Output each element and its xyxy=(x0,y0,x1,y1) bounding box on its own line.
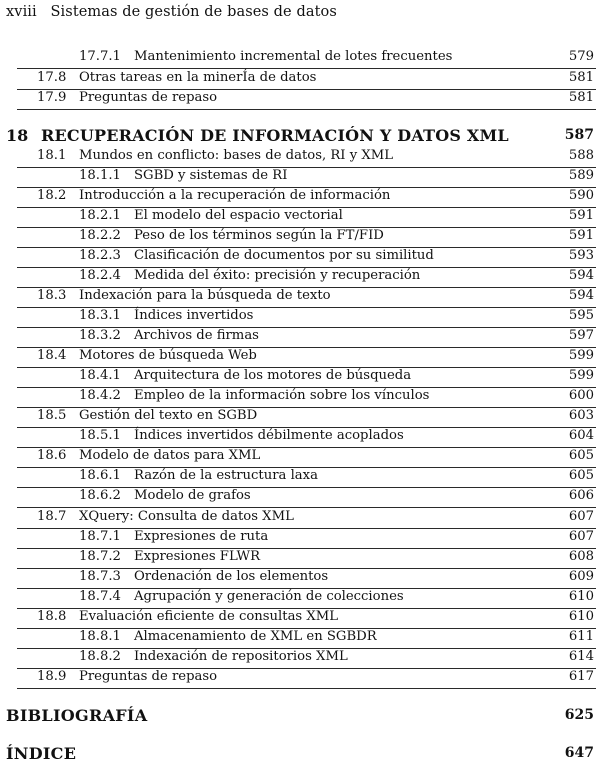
toc-entry-title: Preguntas de repaso xyxy=(79,90,218,105)
toc-entry xyxy=(0,509,600,529)
toc-entry-page: 581 xyxy=(568,90,594,105)
toc-entry-page: 605 xyxy=(568,468,594,483)
toc-entry-title: Agrupación y generación de colecciones xyxy=(134,589,404,604)
toc-entry-number: 18.9 xyxy=(37,669,67,684)
toc-entry xyxy=(0,328,600,348)
toc-entry-number: 18.8 xyxy=(37,609,67,624)
toc-entry-number: 18.4.2 xyxy=(79,388,121,403)
toc-entry-number: 18.4.1 xyxy=(79,368,121,383)
bibliography-heading: BIBLIOGRAFÍA xyxy=(6,706,148,725)
toc-entry-number: 18.7.3 xyxy=(79,569,121,584)
toc-entry-number: 18.5 xyxy=(37,408,67,423)
toc-entry xyxy=(0,288,600,308)
toc-entry-page: 599 xyxy=(568,368,594,383)
toc-entry-title: Preguntas de repaso xyxy=(79,669,218,684)
row-rule xyxy=(17,68,596,69)
row-rule xyxy=(17,688,596,689)
toc-entry-page: 606 xyxy=(568,488,594,503)
toc-entry-page: 617 xyxy=(568,669,594,684)
toc-entry-title: Gestión del texto en SGBD xyxy=(79,408,258,423)
toc-entry-page: 591 xyxy=(568,228,594,243)
row-rule xyxy=(17,507,596,508)
toc-entry xyxy=(0,428,600,448)
toc-entry xyxy=(0,228,600,248)
toc-entry-number: 18.1.1 xyxy=(79,168,121,183)
toc-entry-page: 607 xyxy=(568,529,594,544)
toc-entry-title: Arquitectura de los motores de búsqueda xyxy=(134,368,412,383)
toc-entry-title: Otras tareas en la minerÍa de datos xyxy=(79,70,317,85)
toc-entry-number: 18.4 xyxy=(37,348,67,363)
toc-entry-title: Expresiones de ruta xyxy=(134,529,269,544)
toc-entry-title: Mundos en conflicto: bases de datos, RI y XML xyxy=(79,148,394,163)
toc-entry-title: Expresiones FLWR xyxy=(134,549,261,564)
toc-entry-title: Medida del éxito: precisión y recuperación xyxy=(134,268,421,283)
toc-entry-page: 590 xyxy=(568,188,594,203)
toc-entry-page: 599 xyxy=(568,348,594,363)
toc-entry-title: XQuery: Consulta de datos XML xyxy=(79,509,294,524)
toc-entry xyxy=(0,388,600,408)
toc-entry-number: 18.3.2 xyxy=(79,328,121,343)
toc-entry xyxy=(0,448,600,468)
toc-entry xyxy=(0,468,600,488)
bibliography-page: 625 xyxy=(564,707,594,723)
toc-entry xyxy=(0,168,600,188)
toc-entry xyxy=(0,268,600,288)
toc-entry-title: Modelo de grafos xyxy=(134,488,251,503)
toc-entry-title: Evaluación eficiente de consultas XML xyxy=(79,609,339,624)
toc-entry-page: 614 xyxy=(568,649,594,664)
toc-entry-number: 18.6.1 xyxy=(79,468,121,483)
toc-entry xyxy=(0,90,600,110)
toc-entry-page: 597 xyxy=(568,328,594,343)
toc-entry xyxy=(0,629,600,649)
toc-entry xyxy=(0,569,600,589)
toc-entry-number: 18.7.1 xyxy=(79,529,121,544)
running-header xyxy=(6,4,337,20)
toc-entry xyxy=(0,609,600,629)
toc-entry-title: Introducción a la recuperación de información xyxy=(79,188,391,203)
toc-entry xyxy=(0,408,600,428)
toc-entry-page: 610 xyxy=(568,609,594,624)
toc-entry-page: 595 xyxy=(568,308,594,323)
toc-entry-title: Índices invertidos xyxy=(134,308,254,323)
toc-entry-page: 579 xyxy=(568,49,594,64)
toc-entry xyxy=(0,208,600,228)
toc-entry-page: 609 xyxy=(568,569,594,584)
toc-entry-title: SGBD y sistemas de RI xyxy=(134,168,288,183)
toc-entry-page: 588 xyxy=(568,148,594,163)
toc-entry-page: 604 xyxy=(568,428,594,443)
toc-entry xyxy=(0,368,600,388)
toc-entry-page: 581 xyxy=(568,70,594,85)
toc-entry xyxy=(0,348,600,368)
toc-entry-number: 18.5.1 xyxy=(79,428,121,443)
toc-entry-page: 605 xyxy=(568,448,594,463)
toc-entry-title: Motores de búsqueda Web xyxy=(79,348,257,363)
toc-entry xyxy=(0,148,600,168)
toc-entry-page: 600 xyxy=(568,388,594,403)
toc-entry-number: 18.3 xyxy=(37,288,67,303)
toc-entry-title: Mantenimiento incremental de lotes frecuentes xyxy=(134,49,453,64)
header-book-title: Sistemas de gestión de bases de datos xyxy=(50,4,337,20)
toc-entry-number: 18.2.2 xyxy=(79,228,121,243)
toc-entry xyxy=(0,549,600,569)
toc-entry-number: 18.2.4 xyxy=(79,268,121,283)
toc-entry xyxy=(0,308,600,328)
toc-entry xyxy=(0,70,600,90)
chapter-page: 587 xyxy=(564,127,594,143)
toc-entry-number: 18.2.1 xyxy=(79,208,121,223)
toc-entry-title: Almacenamiento de XML en SGBDR xyxy=(134,629,377,644)
toc-entry-title: Empleo de la información sobre los vínculos xyxy=(134,388,430,403)
toc-entry-page: 589 xyxy=(568,168,594,183)
toc-entry-title: Peso de los términos según la FT/FID xyxy=(134,228,384,243)
toc-entry xyxy=(0,649,600,669)
toc-entry-title: Índices invertidos débilmente acoplados xyxy=(134,428,404,443)
toc-entry-number: 18.7 xyxy=(37,509,67,524)
toc-entry-number: 17.9 xyxy=(37,90,67,105)
toc-entry-title: Razón de la estructura laxa xyxy=(134,468,318,483)
toc-entry-number: 18.8.2 xyxy=(79,649,121,664)
header-page-number: xviii xyxy=(6,4,37,20)
toc-entry-number: 17.7.1 xyxy=(79,49,121,64)
toc-entry-number: 18.8.1 xyxy=(79,629,121,644)
toc-entry-title: Archivos de firmas xyxy=(134,328,259,343)
toc-entry-title: Indexación de repositorios XML xyxy=(134,649,348,664)
toc-entry-page: 611 xyxy=(568,629,594,644)
toc-entry-number: 18.2 xyxy=(37,188,67,203)
chapter-title: RECUPERACIÓN DE INFORMACIÓN Y DATOS XML xyxy=(41,126,509,145)
toc-entry-number: 18.7.2 xyxy=(79,549,121,564)
toc-entry-number: 17.8 xyxy=(37,70,67,85)
toc-entry-number: 18.3.1 xyxy=(79,308,121,323)
toc-entry xyxy=(0,188,600,208)
toc-entry-page: 603 xyxy=(568,408,594,423)
toc-entry-page: 594 xyxy=(568,288,594,303)
toc-entry-title: Indexación para la búsqueda de texto xyxy=(79,288,331,303)
toc-entry-number: 18.1 xyxy=(37,148,67,163)
row-rule xyxy=(17,109,596,110)
chapter-number: 18 xyxy=(6,126,29,145)
toc-entry-page: 610 xyxy=(568,589,594,604)
toc-entry xyxy=(0,488,600,508)
toc-entry xyxy=(0,529,600,549)
toc-entry xyxy=(0,669,600,689)
toc-entry-number: 18.6.2 xyxy=(79,488,121,503)
index-heading: ÍNDICE xyxy=(6,744,77,763)
toc-entry xyxy=(0,49,600,69)
toc-entry-title: El modelo del espacio vectorial xyxy=(134,208,343,223)
toc-entry-page: 593 xyxy=(568,248,594,263)
toc-entry-title: Ordenación de los elementos xyxy=(134,569,329,584)
index-page: 647 xyxy=(564,745,594,761)
toc-entry-number: 18.2.3 xyxy=(79,248,121,263)
toc-entry xyxy=(0,248,600,268)
toc-entry-page: 608 xyxy=(568,549,594,564)
toc-entry-page: 591 xyxy=(568,208,594,223)
toc-entry-title: Modelo de datos para XML xyxy=(79,448,261,463)
toc-entry-page: 607 xyxy=(568,509,594,524)
toc-entry-number: 18.7.4 xyxy=(79,589,121,604)
toc-entry-title: Clasificación de documentos por su similitud xyxy=(134,248,434,263)
toc-entry-number: 18.6 xyxy=(37,448,67,463)
toc-entry-page: 594 xyxy=(568,268,594,283)
toc-entry xyxy=(0,589,600,609)
